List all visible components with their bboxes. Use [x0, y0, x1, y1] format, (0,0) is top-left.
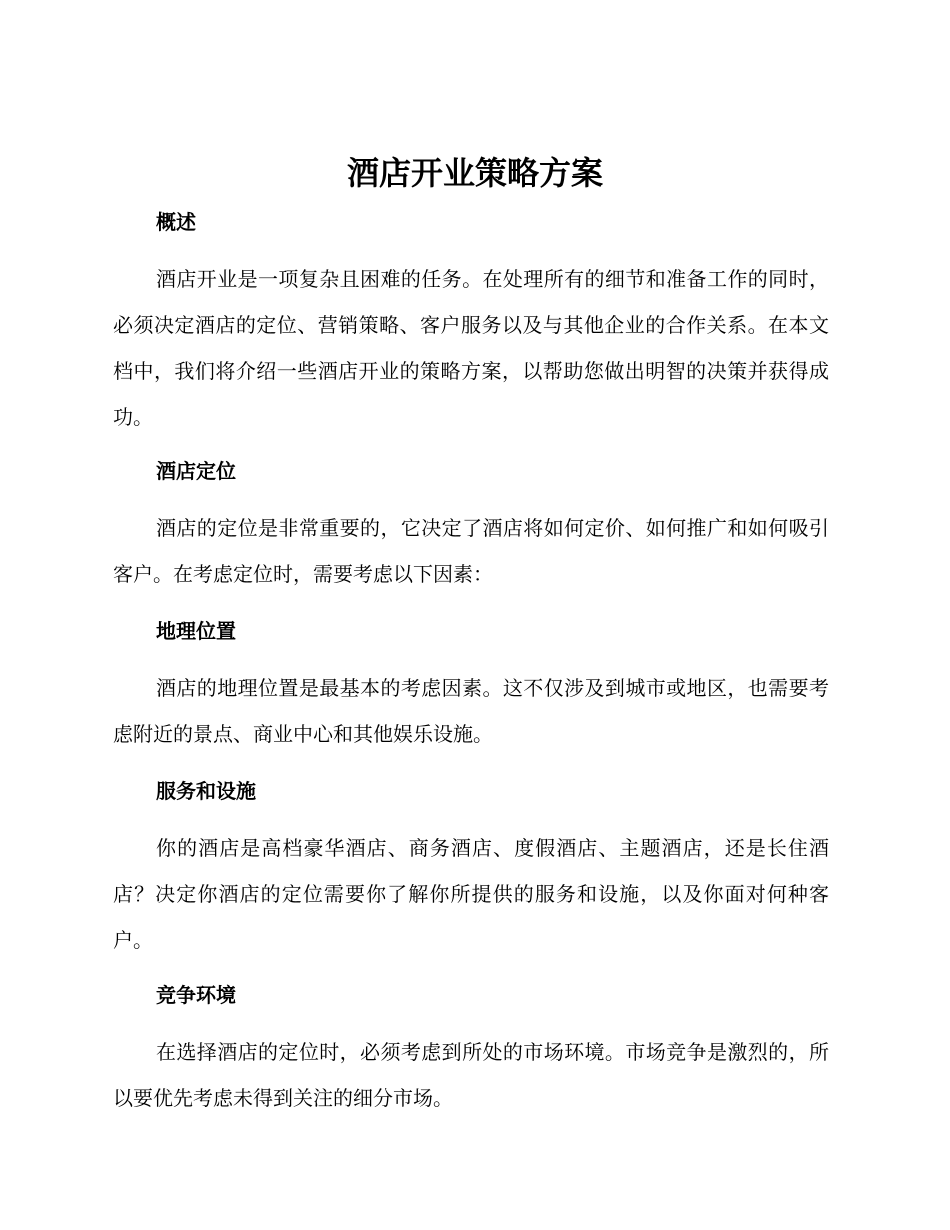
section-heading-location: 地理位置 — [156, 619, 236, 643]
section-paragraph-overview: 酒店开业是一项复杂且困难的任务。在处理所有的细节和准备工作的同时，必须决定酒店的定位、营销策略、客户服务以及与其他企业的合作关系。在本文档中，我们将介绍一些酒店开业的策略方案，以帮助您做出明智的决策并获得成功。 — [113, 267, 829, 429]
section-paragraph-positioning: 酒店的定位是非常重要的，它决定了酒店将如何定价、如何推广和如何吸引客户。在考虑定位时，需要考虑以下因素： — [113, 516, 829, 586]
section-paragraph-services: 你的酒店是高档豪华酒店、商务酒店、度假酒店、主题酒店，还是长住酒店？决定你酒店的定位需要你了解你所提供的服务和设施，以及你面对何种客户。 — [113, 836, 829, 952]
section-heading-overview: 概述 — [156, 210, 196, 234]
section-paragraph-location: 酒店的地理位置是最基本的考虑因素。这不仅涉及到城市或地区，也需要考虑附近的景点、商业中心和其他娱乐设施。 — [113, 676, 829, 746]
section-heading-competition: 竞争环境 — [156, 983, 236, 1007]
section-paragraph-competition: 在选择酒店的定位时，必须考虑到所处的市场环境。市场竞争是激烈的，所以要优先考虑未得到关注的细分市场。 — [113, 1040, 829, 1110]
section-heading-services: 服务和设施 — [156, 779, 256, 803]
section-heading-positioning: 酒店定位 — [156, 459, 236, 483]
document-title: 酒店开业策略方案 — [346, 154, 603, 192]
